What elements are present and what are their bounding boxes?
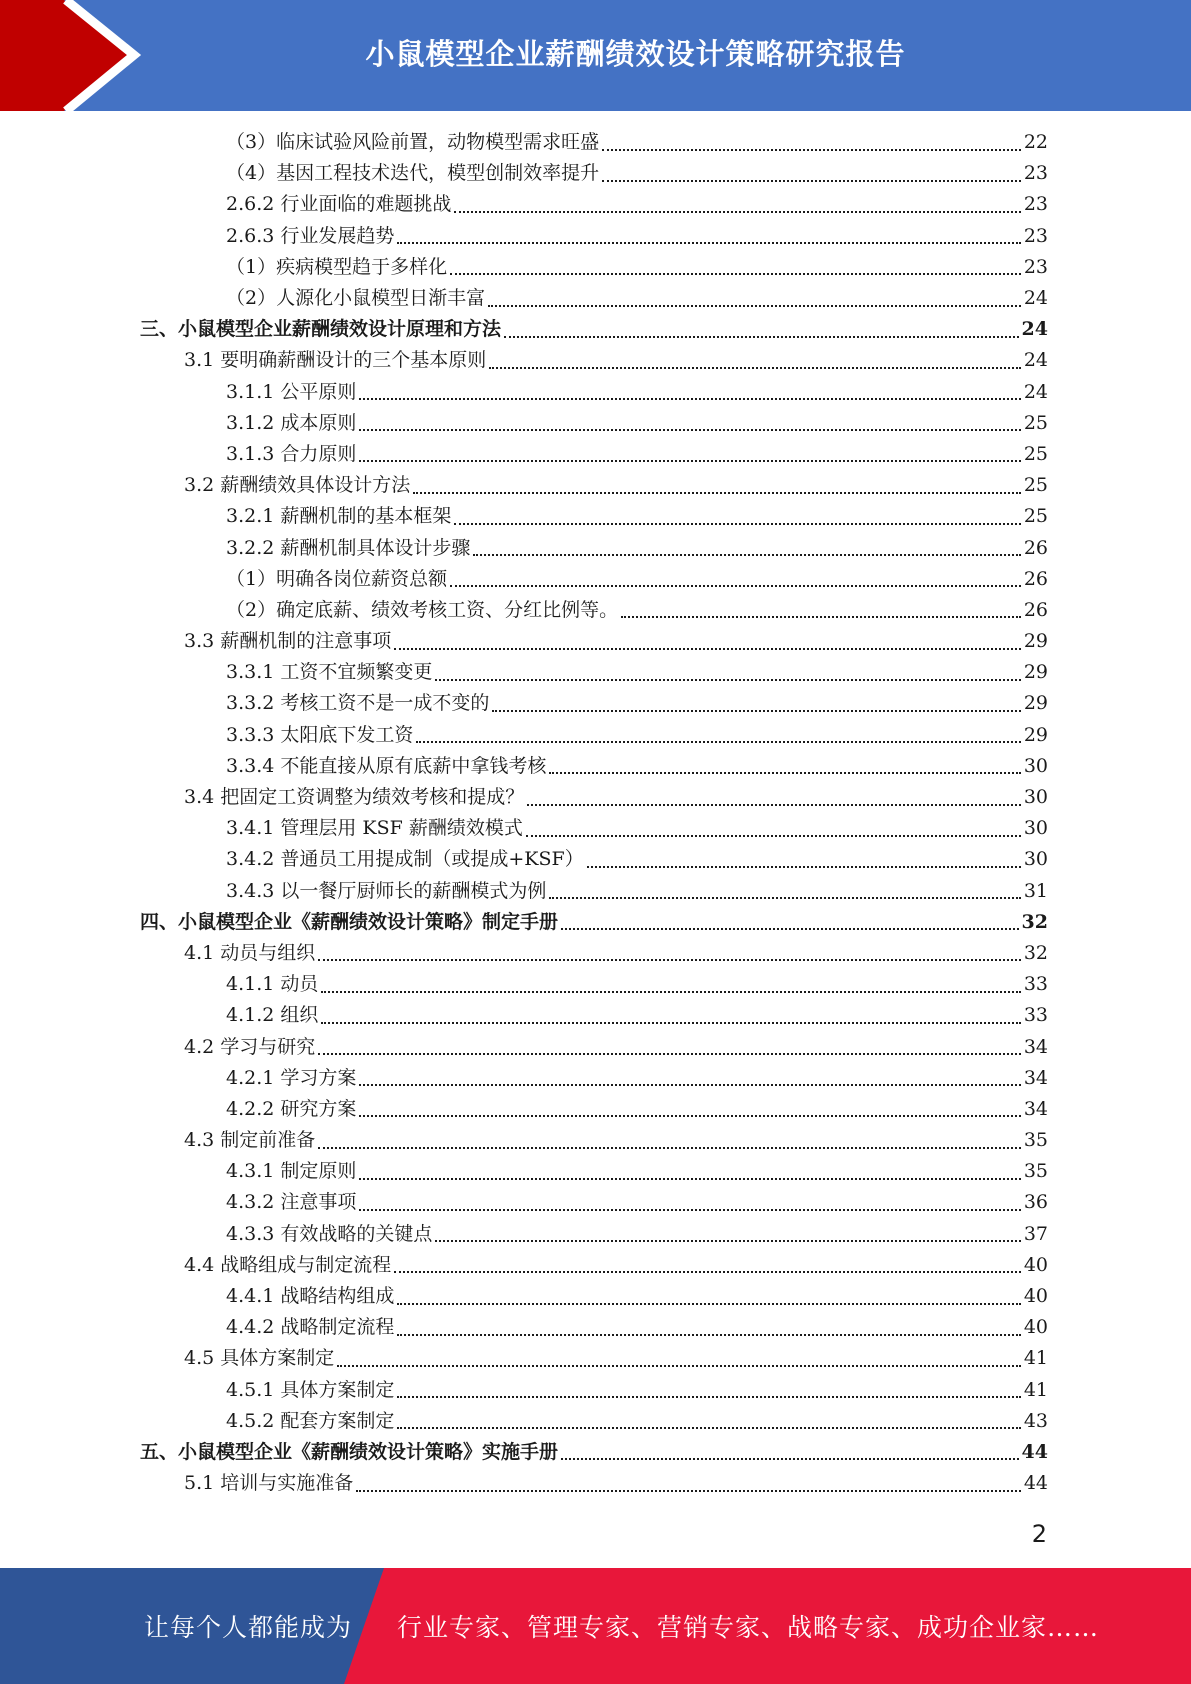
toc-entry-title: 3.3.2 考核工资不是一成不变的	[226, 692, 490, 715]
toc-leader-dots	[318, 959, 1021, 961]
toc-entry-page: 29	[1023, 692, 1048, 715]
toc-entry-page: 40	[1023, 1285, 1048, 1308]
toc-leader-dots	[450, 585, 1021, 587]
toc-leader-dots	[359, 398, 1020, 400]
toc-entry-page: 25	[1023, 442, 1048, 465]
toc-leader-dots	[318, 1053, 1021, 1055]
toc-entry[interactable]	[140, 1468, 1048, 1499]
toc-entry-title: 4.4.2 战略制定流程	[226, 1316, 395, 1339]
toc-entry-page: 26	[1023, 536, 1048, 559]
toc-leader-dots	[359, 1115, 1020, 1117]
toc-entry-page: 41	[1023, 1347, 1048, 1370]
toc-entry-title: 4.1 动员与组织	[184, 941, 316, 964]
toc-entry-title: 4.3.1 制定原则	[226, 1160, 357, 1183]
toc-entry[interactable]	[140, 876, 1048, 907]
toc-entry-title: 4.5.2 配套方案制定	[226, 1409, 395, 1432]
toc-entry[interactable]	[140, 657, 1048, 688]
toc-entry[interactable]	[140, 408, 1048, 439]
toc-entry[interactable]	[140, 1063, 1048, 1094]
toc-entry[interactable]	[140, 938, 1048, 969]
toc-entry[interactable]	[140, 1219, 1048, 1250]
toc-entry-title: 2.6.2 行业面临的难题挑战	[226, 193, 452, 216]
toc-entry-page: 29	[1023, 723, 1048, 746]
toc-entry-page: 40	[1023, 1253, 1048, 1276]
toc-entry-page: 34	[1023, 1066, 1048, 1089]
toc-entry-title: 3.1.1 公平原则	[226, 380, 357, 403]
toc-entry-title: （1）疾病模型趋于多样化	[226, 255, 448, 278]
toc-entry[interactable]	[140, 470, 1048, 501]
toc-leader-dots	[359, 1178, 1020, 1180]
toc-leader-dots	[435, 679, 1020, 681]
toc-leader-dots	[397, 1396, 1020, 1398]
toc-entry-title: 4.3 制定前准备	[184, 1129, 316, 1152]
toc-entry[interactable]	[140, 564, 1048, 595]
toc-entry[interactable]	[140, 158, 1048, 189]
toc-leader-dots	[394, 1271, 1021, 1273]
toc-entry-title: （3）临床试验风险前置，动物模型需求旺盛	[226, 131, 600, 154]
toc-entry-page: 44	[1023, 1472, 1048, 1495]
toc-entry[interactable]	[140, 1156, 1048, 1187]
toc-leader-dots	[359, 1209, 1020, 1211]
toc-entry-page: 34	[1023, 1035, 1048, 1058]
toc-entry-page: 23	[1023, 224, 1048, 247]
toc-leader-dots	[561, 1458, 1019, 1460]
toc-leader-dots	[321, 991, 1020, 993]
toc-entry-title: 3.2.2 薪酬机制具体设计步骤	[226, 536, 471, 559]
toc-leader-dots	[602, 180, 1021, 182]
footer-slogan-right: 行业专家、管理专家、营销专家、战略专家、成功企业家……	[397, 1613, 1100, 1642]
footer-slogan-left: 让每个人都能成为	[144, 1613, 353, 1642]
toc-leader-dots	[526, 835, 1021, 837]
toc-entry[interactable]	[140, 1187, 1048, 1218]
toc-entry[interactable]	[140, 501, 1048, 532]
toc-leader-dots	[561, 928, 1019, 930]
toc-leader-dots	[454, 211, 1020, 213]
toc-entry-title: 4.4 战略组成与制定流程	[184, 1253, 392, 1276]
toc-leader-dots	[587, 866, 1021, 868]
toc-entry-page: 35	[1023, 1129, 1048, 1152]
toc-entry[interactable]	[140, 1343, 1048, 1374]
toc-entry[interactable]	[140, 439, 1048, 470]
toc-entry-page: 24	[1023, 349, 1048, 372]
toc-entry[interactable]	[140, 1250, 1048, 1281]
toc-entry-title: 3.1.3 合力原则	[226, 442, 357, 465]
toc-entry-title: 4.2 学习与研究	[184, 1035, 316, 1058]
toc-entry-title: 3.4.2 普通员工用提成制（或提成+KSF）	[226, 848, 584, 871]
toc-entry-title: 4.4.1 战略结构组成	[226, 1285, 395, 1308]
toc-leader-dots	[318, 1147, 1021, 1149]
toc-entry-page: 22	[1023, 131, 1048, 154]
toc-entry-title: 4.5 具体方案制定	[184, 1347, 335, 1370]
toc-entry-page: 32	[1021, 910, 1048, 933]
toc-entry-title: （1）明确各岗位薪资总额	[226, 567, 448, 590]
toc-entry-title: 3.3.4 不能直接从原有底薪中拿钱考核	[226, 754, 547, 777]
toc-leader-dots	[602, 149, 1021, 151]
page-header	[0, 0, 1191, 111]
toc-leader-dots	[504, 336, 1019, 338]
toc-leader-dots	[356, 1490, 1021, 1492]
toc-entry[interactable]	[140, 532, 1048, 563]
toc-entry[interactable]	[140, 813, 1048, 844]
toc-entry-page: 23	[1023, 193, 1048, 216]
toc-entry-page: 40	[1023, 1316, 1048, 1339]
toc-entry-title: 4.1.1 动员	[226, 973, 319, 996]
toc-entry[interactable]	[140, 969, 1048, 1000]
toc-entry[interactable]	[140, 283, 1048, 314]
toc-leader-dots	[397, 1427, 1020, 1429]
toc-entry-title: 4.2.1 学习方案	[226, 1066, 357, 1089]
document-title: 小鼠模型企业薪酬绩效设计策略研究报告	[365, 36, 906, 71]
toc-entry-page: 25	[1023, 505, 1048, 528]
toc-entry[interactable]	[140, 844, 1048, 875]
toc-entry-page: 34	[1023, 1097, 1048, 1120]
toc-entry-page: 37	[1023, 1222, 1048, 1245]
toc-leader-dots	[492, 710, 1020, 712]
toc-leader-dots	[394, 648, 1021, 650]
toc-leader-dots	[397, 1303, 1020, 1305]
toc-entry-title: 3.1.2 成本原则	[226, 411, 357, 434]
toc-entry-title: 4.3.2 注意事项	[226, 1191, 357, 1214]
toc-entry-page: 30	[1023, 786, 1048, 809]
toc-leader-dots	[397, 242, 1020, 244]
toc-entry[interactable]	[140, 1312, 1048, 1343]
toc-entry[interactable]	[140, 314, 1048, 345]
toc-entry-title: 3.2 薪酬绩效具体设计方法	[184, 474, 411, 497]
toc-entry-title: 3.3.1 工资不宜频繁变更	[226, 661, 433, 684]
toc-leader-dots	[321, 1022, 1020, 1024]
toc-entry[interactable]	[140, 252, 1048, 283]
toc-entry-page: 24	[1021, 318, 1048, 341]
toc-entry[interactable]	[140, 377, 1048, 408]
toc-entry-title: 3.1 要明确薪酬设计的三个基本原则	[184, 349, 487, 372]
toc-entry-page: 29	[1023, 661, 1048, 684]
toc-entry-page: 35	[1023, 1160, 1048, 1183]
toc-entry[interactable]	[140, 189, 1048, 220]
toc-entry-title: 4.1.2 组织	[226, 1004, 319, 1027]
toc-entry-title: 5.1 培训与实施准备	[184, 1472, 354, 1495]
toc-entry-page: 24	[1023, 380, 1048, 403]
toc-entry[interactable]	[140, 1406, 1048, 1437]
toc-entry-title: （4）基因工程技术迭代，模型创制效率提升	[226, 162, 600, 185]
toc-entry-title: 2.6.3 行业发展趋势	[226, 224, 395, 247]
toc-entry[interactable]	[140, 221, 1048, 252]
toc-entry-title: 4.2.2 研究方案	[226, 1097, 357, 1120]
toc-entry-title: （2）人源化小鼠模型日渐丰富	[226, 287, 486, 310]
toc-entry-page: 25	[1023, 411, 1048, 434]
toc-entry-title: 4.5.1 具体方案制定	[226, 1378, 395, 1401]
toc-entry-page: 26	[1023, 567, 1048, 590]
toc-entry-page: 23	[1023, 162, 1048, 185]
toc-entry-title: 3.3 薪酬机制的注意事项	[184, 630, 392, 653]
toc-entry-page: 23	[1023, 255, 1048, 278]
toc-leader-dots	[413, 492, 1021, 494]
toc-entry[interactable]	[140, 127, 1048, 158]
toc-leader-dots	[359, 1084, 1020, 1086]
toc-leader-dots	[337, 1365, 1021, 1367]
toc-entry-page: 36	[1023, 1191, 1048, 1214]
toc-entry-page: 41	[1023, 1378, 1048, 1401]
toc-leader-dots	[416, 741, 1020, 743]
toc-leader-dots	[435, 1240, 1020, 1242]
toc-entry-page: 31	[1023, 879, 1048, 902]
table-of-contents	[140, 127, 1048, 1499]
toc-leader-dots	[549, 897, 1020, 899]
toc-entry[interactable]	[140, 1000, 1048, 1031]
toc-entry-title: 五、小鼠模型企业《薪酬绩效设计策略》实施手册	[140, 1440, 559, 1463]
toc-entry[interactable]	[140, 1375, 1048, 1406]
toc-leader-dots	[454, 523, 1020, 525]
toc-entry[interactable]	[140, 688, 1048, 719]
toc-entry[interactable]	[140, 1094, 1048, 1125]
toc-entry[interactable]	[140, 1125, 1048, 1156]
toc-entry[interactable]	[140, 1031, 1048, 1062]
toc-entry-page: 26	[1023, 598, 1048, 621]
toc-leader-dots	[359, 429, 1020, 431]
toc-entry-page: 44	[1021, 1440, 1048, 1463]
toc-entry-title: 3.4.1 管理层用 KSF 薪酬绩效模式	[226, 817, 523, 840]
toc-entry-page: 24	[1023, 287, 1048, 310]
toc-leader-dots	[549, 772, 1020, 774]
toc-entry[interactable]	[140, 907, 1048, 938]
toc-entry[interactable]	[140, 345, 1048, 376]
toc-entry-title: 3.2.1 薪酬机制的基本框架	[226, 505, 452, 528]
toc-leader-dots	[489, 367, 1021, 369]
toc-entry[interactable]	[140, 626, 1048, 657]
toc-entry[interactable]	[140, 1437, 1048, 1468]
toc-entry[interactable]	[140, 595, 1048, 626]
toc-entry-title: 四、小鼠模型企业《薪酬绩效设计策略》制定手册	[140, 910, 559, 933]
toc-entry[interactable]	[140, 751, 1048, 782]
toc-leader-dots	[359, 460, 1020, 462]
toc-leader-dots	[488, 305, 1021, 307]
toc-entry-title: 4.3.3 有效战略的关键点	[226, 1222, 433, 1245]
page-number: 2	[1031, 1520, 1047, 1548]
toc-entry-page: 33	[1023, 1004, 1048, 1027]
toc-entry-title: （2）确定底薪、绩效考核工资、分红比例等。	[226, 598, 619, 621]
toc-entry-page: 33	[1023, 973, 1048, 996]
page-footer	[0, 1568, 1191, 1684]
toc-entry-page: 30	[1023, 754, 1048, 777]
toc-leader-dots	[621, 616, 1021, 618]
toc-entry-title: 三、小鼠模型企业薪酬绩效设计原理和方法	[140, 318, 502, 341]
toc-entry[interactable]	[140, 1281, 1048, 1312]
toc-entry-page: 29	[1023, 630, 1048, 653]
toc-entry-page: 43	[1023, 1409, 1048, 1432]
toc-entry-page: 30	[1023, 817, 1048, 840]
toc-entry[interactable]	[140, 782, 1048, 813]
toc-leader-dots	[473, 554, 1020, 556]
toc-entry-page: 25	[1023, 474, 1048, 497]
toc-leader-dots	[527, 804, 1021, 806]
toc-entry-title: 3.4.3 以一餐厅厨师长的薪酬模式为例	[226, 879, 547, 902]
toc-entry[interactable]	[140, 720, 1048, 751]
toc-entry-title: 3.4 把固定工资调整为绩效考核和提成？	[184, 786, 525, 809]
toc-entry-page: 32	[1023, 941, 1048, 964]
toc-leader-dots	[397, 1334, 1020, 1336]
toc-leader-dots	[450, 273, 1021, 275]
toc-entry-title: 3.3.3 太阳底下发工资	[226, 723, 414, 746]
toc-entry-page: 30	[1023, 848, 1048, 871]
